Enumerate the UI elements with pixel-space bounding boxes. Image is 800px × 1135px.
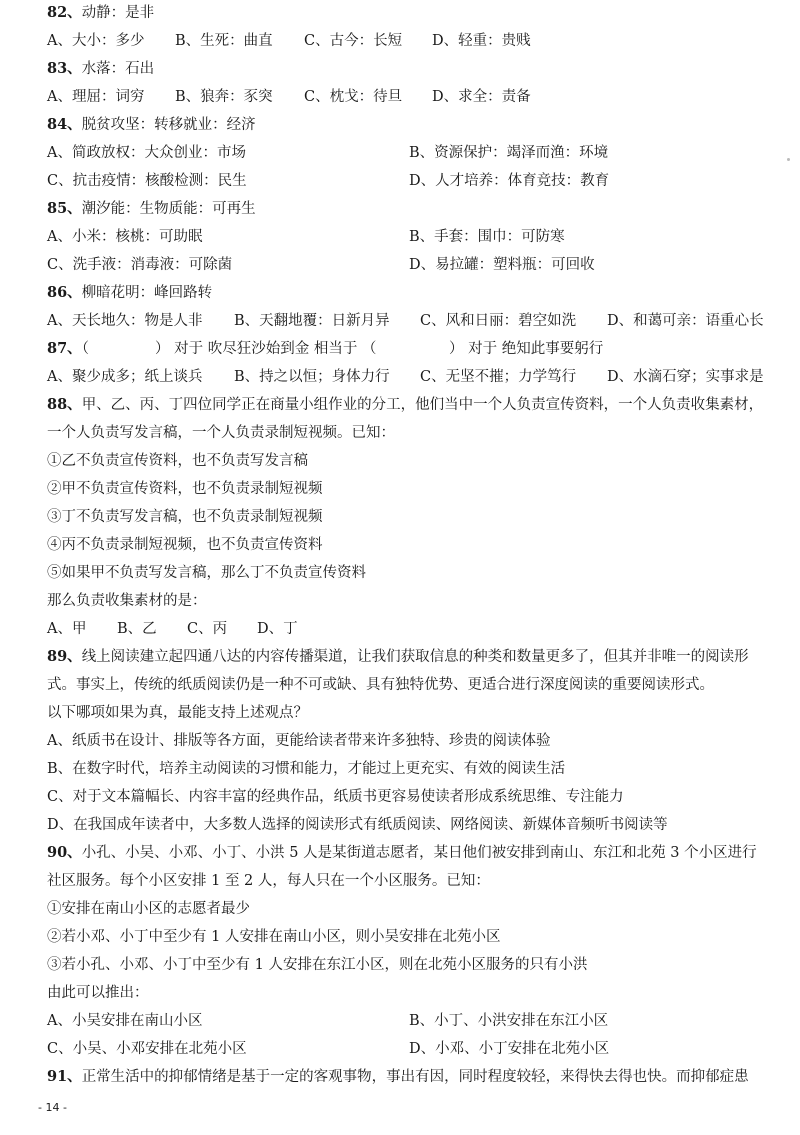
question-84-options-row2 <box>47 171 770 191</box>
question-88-options <box>47 619 770 639</box>
blank-2-close: ） 对于 绝知此事要躬行 <box>449 341 604 357</box>
option-a[interactable]: A、甲 <box>47 621 87 637</box>
option-c[interactable]: C、抗击疫情：核酸检测：民生 <box>47 173 247 189</box>
question-89-stem-line1: 89、线上阅读建立起四通八达的内容传播渠道，让我们获取信息的种类和数量更多了，但其并非唯一的阅读形 <box>47 648 749 665</box>
scan-speck <box>787 158 790 161</box>
option-d[interactable]: D、人才培养：体育竞技：教育 <box>409 173 610 189</box>
option-d[interactable]: D、丁 <box>257 621 298 637</box>
question-90-stem-line2: 社区服务。每个小区安排 1 至 2 人，每人只在一个小区服务。已知： <box>47 873 490 889</box>
question-90-options-row1 <box>47 1011 770 1031</box>
question-88-ask: 那么负责收集素材的是： <box>47 593 207 609</box>
option-a[interactable]: A、天长地久：物是人非 <box>47 313 203 329</box>
option-b[interactable]: B、乙 <box>117 621 157 637</box>
option-a[interactable]: A、简政放权：大众创业：市场 <box>47 145 246 161</box>
option-b[interactable]: B、狼奔：豕突 <box>175 89 273 105</box>
option-b[interactable]: B、生死：曲直 <box>175 33 273 49</box>
question-85-stem: 85、潮汐能：生物质能：可再生 <box>47 200 256 217</box>
option-a[interactable]: A、纸质书在设计、排版等各方面，更能给读者带来许多独特、珍贵的阅读体验 <box>47 733 551 749</box>
blank-1-close: ） 对于 吹尽狂沙始到金 相当于 （ <box>155 341 377 357</box>
question-87-stem: 87、（ ） 对于 吹尽狂沙始到金 相当于 （ ） 对于 绝知此事要躬行 <box>47 340 604 357</box>
question-88-stem-line2: 一个人负责写发言稿，一个人负责录制短视频。已知： <box>47 425 395 441</box>
page-number: - 14 - <box>38 1101 67 1114</box>
option-d[interactable]: D、和蔼可亲：语重心长 <box>607 313 764 329</box>
question-83-stem: 83、水落：石出 <box>47 60 155 77</box>
question-84-options-row1 <box>47 143 770 163</box>
option-c[interactable]: C、洗手液：消毒液：可除菌 <box>47 257 233 273</box>
option-d[interactable]: D、轻重：贵贱 <box>432 33 531 49</box>
question-84-stem: 84、脱贫攻坚：转移就业：经济 <box>47 116 256 133</box>
option-c[interactable]: C、古今：长短 <box>304 33 403 49</box>
option-b[interactable]: B、手套：围巾：可防寒 <box>409 229 565 245</box>
option-d[interactable]: D、小邓、小丁安排在北苑小区 <box>409 1041 610 1057</box>
question-86-options <box>47 311 770 331</box>
question-82-stem: 82、动静：是非 <box>47 4 155 21</box>
option-d[interactable]: D、求全：责备 <box>432 89 531 105</box>
option-a[interactable]: A、大小：多少 <box>47 33 145 49</box>
question-85-options-row2 <box>47 255 770 275</box>
option-b[interactable]: B、资源保护：竭泽而渔：环境 <box>409 145 609 161</box>
question-89-stem-line2: 式。事实上，传统的纸质阅读仍是一种不可或缺、具有独特优势、更适合进行深度阅读的重要阅读形式。 <box>47 677 714 693</box>
option-b[interactable]: B、小丁、小洪安排在东江小区 <box>409 1013 609 1029</box>
option-c[interactable]: C、枕戈：待旦 <box>304 89 403 105</box>
condition: ④丙不负责录制短视频，也不负责宣传资料 <box>47 537 323 553</box>
option-b[interactable]: B、持之以恒；身体力行 <box>234 369 390 385</box>
condition: ③丁不负责写发言稿，也不负责录制短视频 <box>47 509 323 525</box>
condition: ⑤如果甲不负责写发言稿，那么丁不负责宣传资料 <box>47 565 366 581</box>
question-91-stem-line1: 91、正常生活中的抑郁情绪是基于一定的客观事物，事出有因，同时程度较轻，来得快去得也快。而抑郁症患 <box>47 1068 749 1085</box>
option-c[interactable]: C、对于文本篇幅长、内容丰富的经典作品，纸质书更容易使读者形成系统思维、专注能力 <box>47 789 624 805</box>
option-c[interactable]: C、风和日丽：碧空如洗 <box>420 313 577 329</box>
option-d[interactable]: D、易拉罐：塑料瓶：可回收 <box>409 257 595 273</box>
question-90-options-row2 <box>47 1039 770 1059</box>
option-d[interactable]: D、在我国成年读者中，大多数人选择的阅读形式有纸质阅读、网络阅读、新媒体音频听书阅读等 <box>47 817 668 833</box>
option-c[interactable]: C、丙 <box>187 621 228 637</box>
question-83-options <box>47 87 770 107</box>
question-89-ask: 以下哪项如果为真，最能支持上述观点？ <box>47 705 308 721</box>
option-a[interactable]: A、小吴安排在南山小区 <box>47 1013 203 1029</box>
question-82-options <box>47 31 770 51</box>
question-90-ask: 由此可以推出： <box>47 985 149 1001</box>
condition: ②甲不负责宣传资料，也不负责录制短视频 <box>47 481 323 497</box>
condition: ③若小孔、小邓、小丁中至少有 1 人安排在东江小区，则在北苑小区服务的只有小洪 <box>47 957 588 973</box>
option-b[interactable]: B、在数字时代，培养主动阅读的习惯和能力，才能过上更充实、有效的阅读生活 <box>47 761 566 777</box>
condition: ①安排在南山小区的志愿者最少 <box>47 901 250 917</box>
question-88-stem-line1: 88、甲、乙、丙、丁四位同学正在商量小组作业的分工，他们当中一个人负责宣传资料，一个人负责收集素材， <box>47 396 764 413</box>
question-85-options-row1 <box>47 227 770 247</box>
option-c[interactable]: C、小吴、小邓安排在北苑小区 <box>47 1041 247 1057</box>
condition: ①乙不负责宣传资料，也不负责写发言稿 <box>47 453 308 469</box>
condition: ②若小邓、小丁中至少有 1 人安排在南山小区，则小吴安排在北苑小区 <box>47 929 501 945</box>
option-a[interactable]: A、聚少成多；纸上谈兵 <box>47 369 203 385</box>
question-87-options <box>47 367 770 387</box>
option-d[interactable]: D、水滴石穿；实事求是 <box>607 369 764 385</box>
option-c[interactable]: C、无坚不摧；力学笃行 <box>420 369 577 385</box>
option-b[interactable]: B、天翻地覆：日新月异 <box>234 313 390 329</box>
question-90-stem-line1: 90、小孔、小吴、小邓、小丁、小洪 5 人是某街道志愿者，某日他们被安排到南山、东江和北苑 3 个小区进行 <box>47 844 757 861</box>
question-86-stem: 86、柳暗花明：峰回路转 <box>47 284 213 301</box>
option-a[interactable]: A、理屈：词穷 <box>47 89 145 105</box>
option-a[interactable]: A、小米：核桃：可助眠 <box>47 229 203 245</box>
